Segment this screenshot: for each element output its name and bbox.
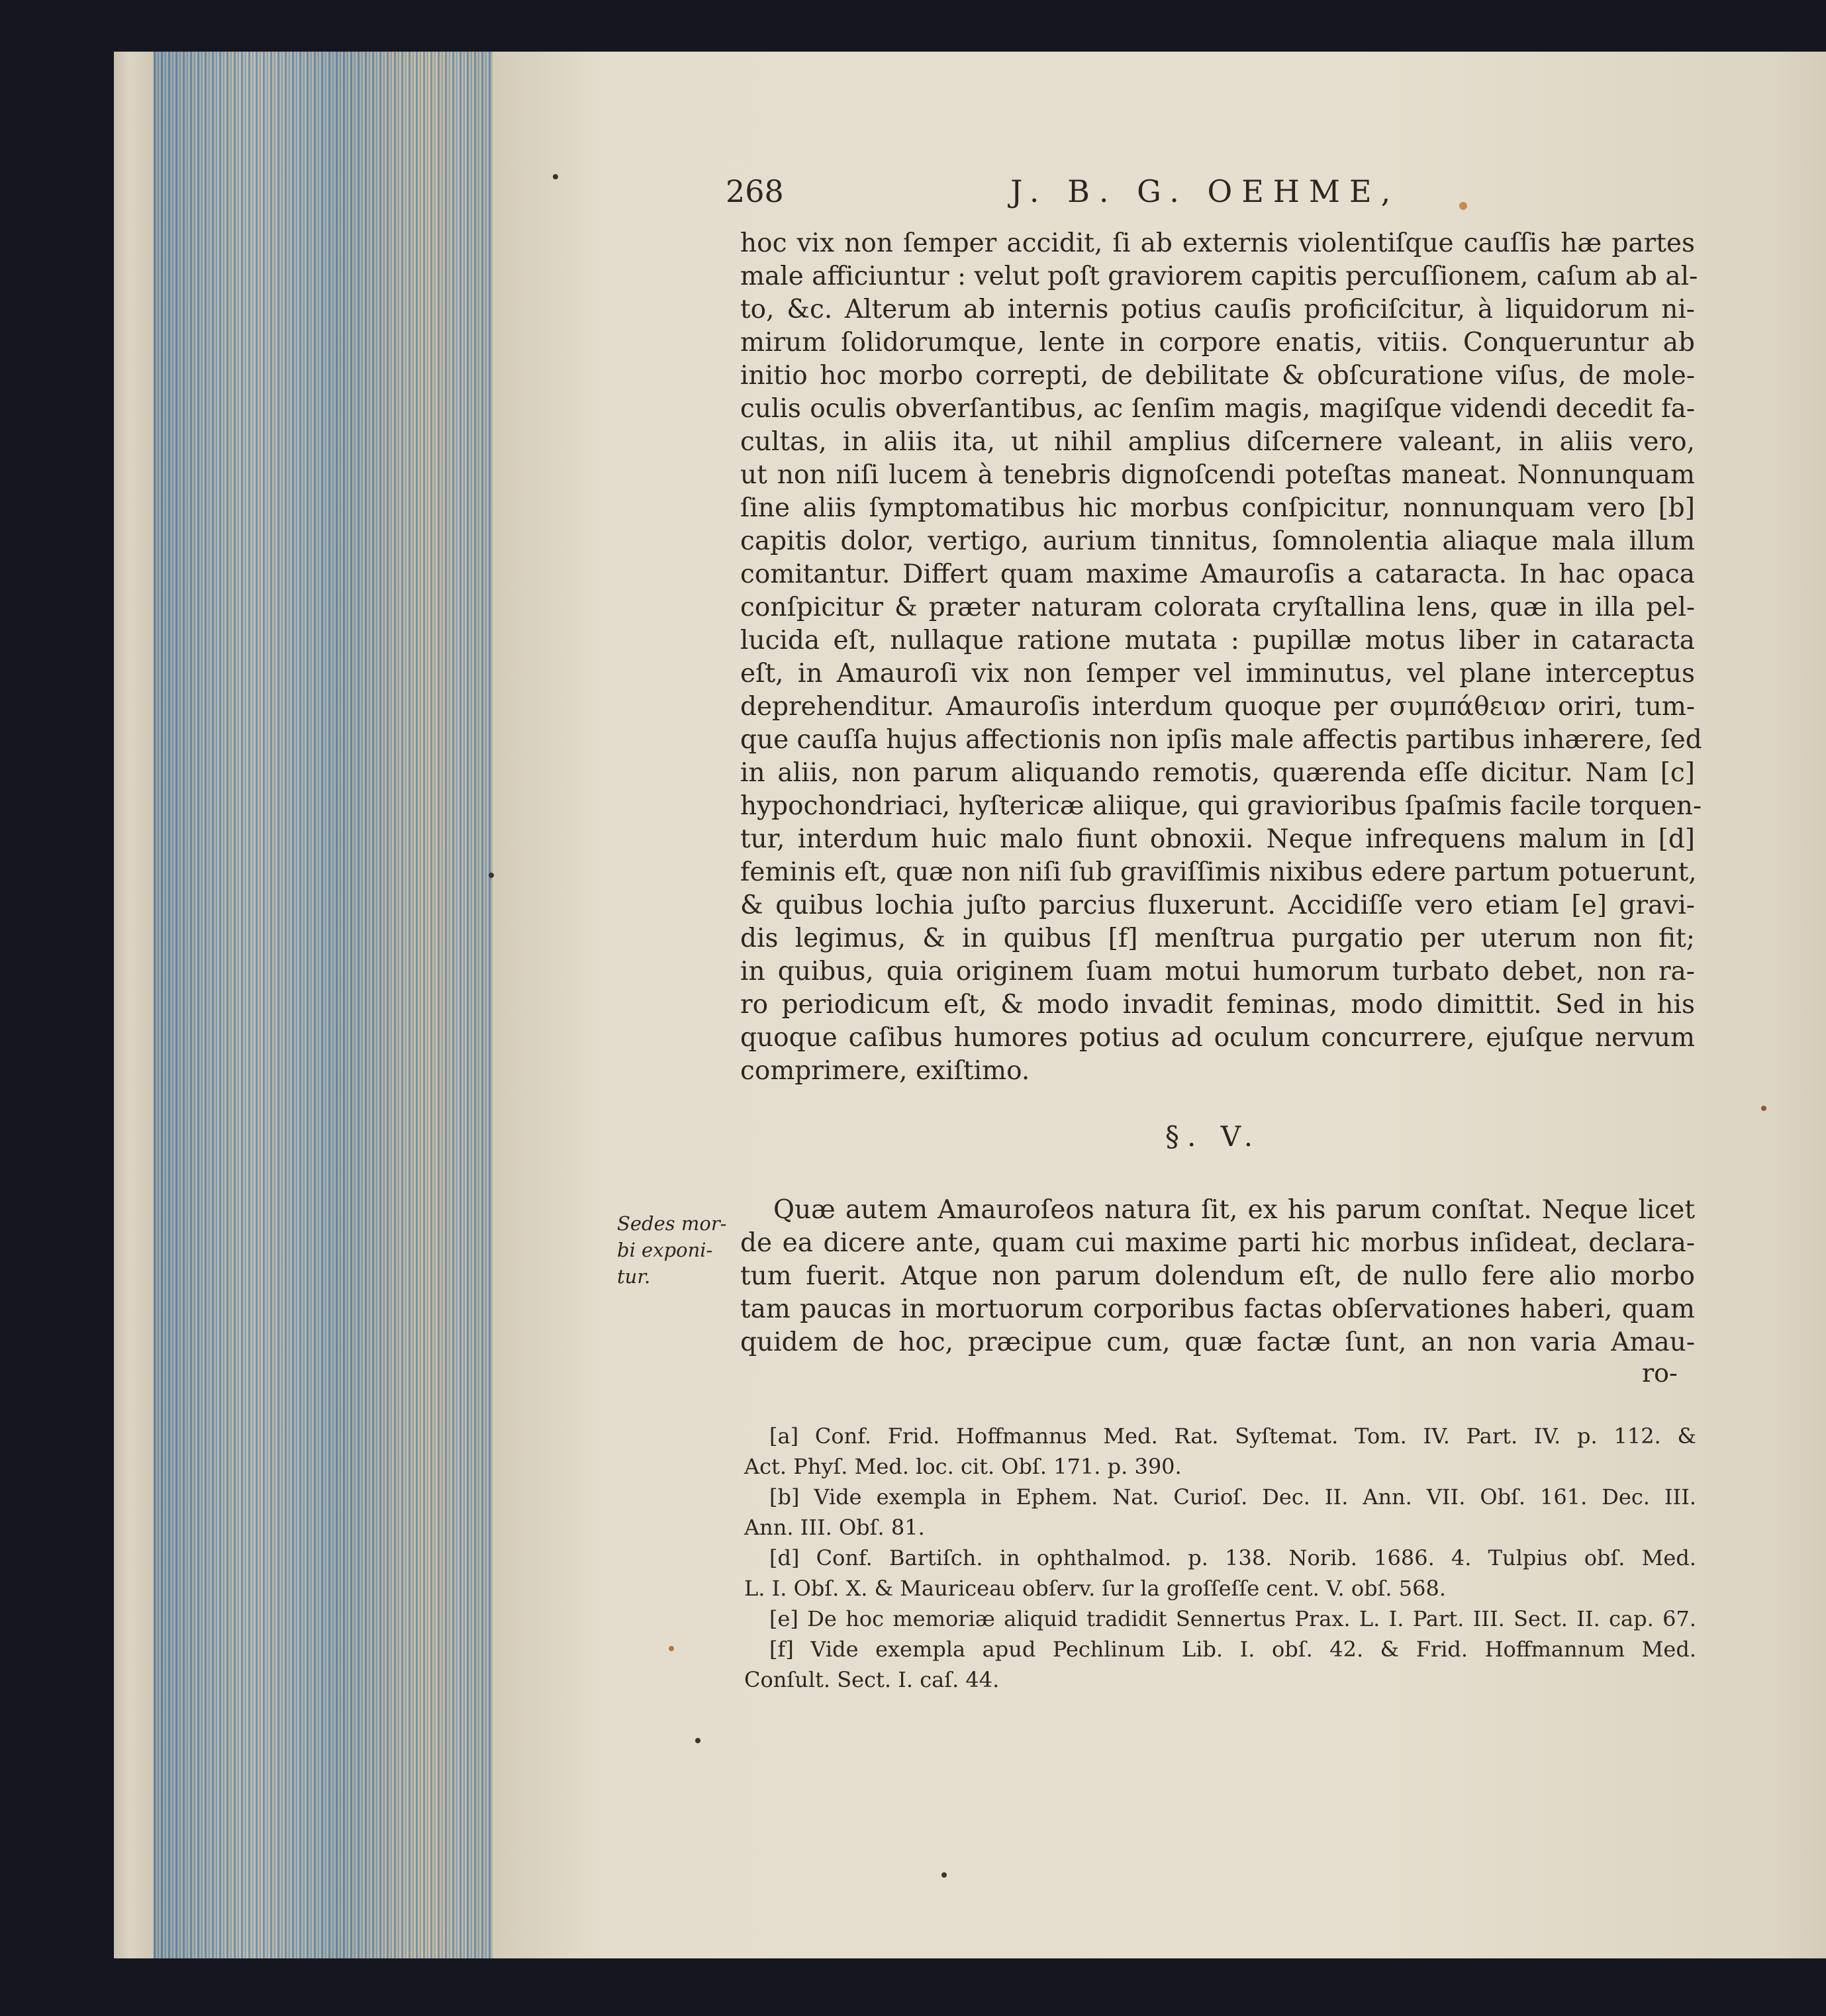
ink-speck [941, 1872, 947, 1878]
footnote-line: L. I. Obſ. X. & Mauriceau obſerv. ſur la groſſeſſe cent. V. obſ. 568. [744, 1576, 1447, 1601]
body-line: quidem de hoc, præcipue cum, quæ factæ ſunt, an non varia Amau- [740, 1327, 1695, 1357]
body-line: comprimere, exiſtimo. [740, 1056, 1030, 1086]
body-line: feminis eſt, quæ non niſi ſub graviſſimis nixibus edere partum potuerunt, [740, 857, 1697, 887]
body-line: comitantur. Differt quam maxime Amauroſis a cataracta. In hac opaca [740, 559, 1695, 589]
body-line: tur, interdum huic malo fiunt obnoxii. Neque infrequens malum in [d] [740, 824, 1695, 854]
ink-speck [489, 873, 494, 878]
body-line: hoc vix non ſemper accidit, ſi ab externis violentiſque cauſſis hæ partes [740, 228, 1695, 258]
footnote-line: Ann. III. Obſ. 81. [744, 1515, 925, 1540]
ink-speck [553, 174, 558, 179]
body-line: dis legimus, & in quibus [f] menſtrua purgatio per uterum non fit; [740, 924, 1695, 953]
footnote-line: [b] Vide exempla in Ephem. Nat. Curioſ. Dec. II. Ann. VII. Obſ. 161. Dec. III. [769, 1484, 1696, 1510]
page-number: 268 [726, 173, 784, 209]
body-line: quoque caſibus humores potius ad oculum concurrere, ejuſque nervum [740, 1023, 1695, 1053]
body-line: to, &c. Alterum ab internis potius cauſis proficiſcitur, à liquidorum ni- [740, 295, 1695, 324]
ink-speck [1459, 202, 1467, 210]
footnote-line: [d] Conf. Bartiſch. in ophthalmod. p. 138. Norib. 1686. 4. Tulpius obſ. Med. [769, 1545, 1696, 1570]
margin-note-line: Sedes mor- [617, 1212, 727, 1235]
body-line: lucida eſt, nullaque ratione mutata : pupillæ motus liber in cataracta [740, 626, 1695, 655]
ink-speck [669, 1646, 674, 1651]
body-line: ut non niſi lucem à tenebris dignoſcendi poteſtas maneat. Nonnunquam [740, 460, 1695, 490]
body-line: deprehenditur. Amauroſis interdum quoque per συμπάθειαν oriri, tum- [740, 692, 1695, 722]
margin-note-line: bi exponi- [617, 1239, 713, 1261]
body-line: ro periodicum eſt, & modo invadit feminas, modo dimittit. Sed in his [740, 990, 1695, 1020]
body-line: culis oculis obverſantibus, ac ſenſim magis, magiſque videndi decedit fa- [740, 394, 1695, 424]
body-line: in aliis, non parum aliquando remotis, quærenda eſſe dicitur. Nam [c] [740, 758, 1695, 788]
footnote-line: [f] Vide exempla apud Pechlinum Lib. I. obſ. 42. & Frid. Hoffmannum Med. [769, 1637, 1696, 1662]
footnote-line: [e] De hoc memoriæ aliquid tradidit Sennertus Prax. L. I. Part. III. Sect. II. cap. 67. [769, 1606, 1696, 1631]
body-line: tum fuerit. Atque non parum dolendum eſt, de nullo fere alio morbo [740, 1261, 1695, 1291]
body-line: & quibus lochia juſto parcius fluxerunt. Accidiſſe vero etiam [e] gravi- [740, 890, 1695, 920]
section-heading: §. V. [1165, 1120, 1261, 1153]
footnote-line: Act. Phyſ. Med. loc. cit. Obſ. 171. p. 390. [744, 1454, 1182, 1479]
margin-note-line: tur. [617, 1265, 651, 1288]
body-line: hypochondriaci, hyſtericæ aliique, qui gravioribus ſpaſmis facile torquen- [740, 791, 1702, 821]
body-line: que cauſſa hujus affectionis non ipſis male affectis partibus inhærere, ſed [740, 725, 1702, 755]
running-head [726, 173, 1427, 216]
body-line: de ea dicere ante, quam cui maxime parti hic morbus inſideat, declara- [740, 1228, 1695, 1258]
footnote-line: Conſult. Sect. I. caſ. 44. [744, 1667, 1000, 1692]
page-block-edges [154, 52, 493, 1958]
catchword: ro- [1642, 1359, 1678, 1388]
body-line: cultas, in aliis ita, ut nihil amplius diſcernere valeant, in aliis vero, [740, 427, 1695, 457]
book-edge [114, 52, 154, 1958]
body-line: eſt, in Amauroſi vix non ſemper vel imminutus, vel plane interceptus [740, 659, 1695, 689]
body-line: initio hoc morbo correpti, de debilitate & obſcuratione viſus, de mole- [740, 361, 1695, 391]
body-line: tam paucas in mortuorum corporibus factas obſervationes haberi, quam [740, 1294, 1695, 1324]
body-line: male afficiuntur : velut poſt graviorem capitis percuſſionem, caſum ab al- [740, 262, 1698, 291]
ink-speck [695, 1738, 700, 1743]
body-line: conſpicitur & præter naturam colorata cryſtallina lens, quæ in illa pel- [740, 593, 1695, 622]
body-line: Quæ autem Amauroſeos natura ſit, ex his parum conſtat. Neque licet [773, 1195, 1695, 1225]
body-line: in quibus, quia originem ſuam motui humorum turbato debet, non ra- [740, 957, 1695, 986]
footnote-line: [a] Conf. Frid. Hoffmannus Med. Rat. Syſtemat. Tom. IV. Part. IV. p. 112. & [769, 1423, 1696, 1449]
header-title: J. B. G. OEHME, [1010, 173, 1400, 209]
ink-speck [1761, 1106, 1766, 1111]
body-line: mirum ſolidorumque, lente in corpore enatis, vitiis. Conqueruntur ab [740, 328, 1695, 358]
body-line: capitis dolor, vertigo, aurium tinnitus, ſomnolentia aliaque mala illum [740, 526, 1695, 556]
body-line: ſine aliis ſymptomatibus hic morbus conſpicitur, nonnunquam vero [b] [740, 493, 1695, 523]
